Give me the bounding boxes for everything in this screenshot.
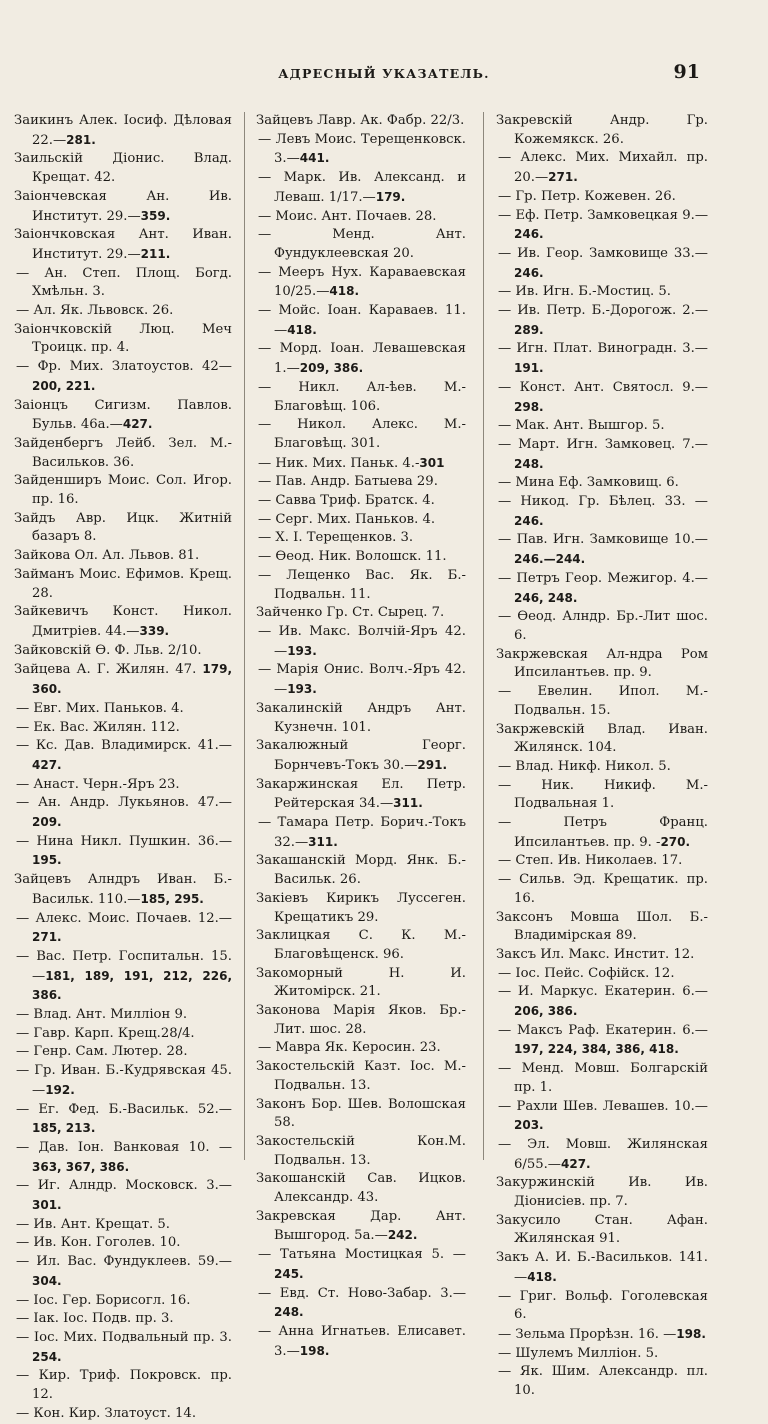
column-divider	[244, 112, 245, 1160]
entry-reference-numbers: 301.	[32, 1198, 62, 1213]
directory-entry	[496, 112, 708, 149]
directory-subentry	[496, 340, 708, 378]
directory-subentry	[256, 1285, 466, 1323]
entry-text: Татьяна Мостицкая 5. —	[279, 1247, 466, 1263]
directory-subentry	[496, 1022, 708, 1060]
directory-subentry	[256, 529, 466, 548]
entry-reference-numbers: 198.	[299, 1343, 330, 1358]
entry-reference-numbers: 246, 248.	[514, 590, 578, 605]
entry-text: Гавр. Карп. Крещ.28/4.	[33, 1025, 195, 1041]
directory-subentry	[256, 454, 466, 474]
directory-subentry	[496, 1345, 708, 1364]
entry-text: Фр. Мих. Златоустов. 42—	[37, 359, 232, 375]
directory-subentry	[14, 1253, 232, 1291]
entry-text: Законова Марiя Яков. Бр.-Лит. шос. 28.	[256, 1003, 466, 1037]
directory-entry	[14, 871, 232, 909]
entry-text: Зайцевъ Алндръ Иван. Б.-Васильк. 110.—	[14, 872, 232, 907]
entry-text: Заiончевская Ан. Ив. Институт. 29.—	[14, 188, 232, 224]
entry-text: Мак. Ант. Вышгор. 5.	[515, 418, 665, 434]
directory-subentry	[14, 1177, 232, 1215]
entry-text: Эл. Мовш. Жилянская 6/55.—	[514, 1136, 708, 1172]
directory-subentry	[496, 436, 708, 474]
entry-text: Мойс. Iоан. Караваев. 11.—	[274, 303, 466, 338]
directory-entry	[14, 397, 232, 435]
entry-text: Закуржинскiй Ив. Ив. Дiонисiев. пр. 7.	[496, 1175, 708, 1210]
directory-subentry	[14, 1062, 232, 1100]
directory-subentry	[14, 1139, 232, 1177]
entry-text: Ан. Степ. Площ. Богд. Хмѣльн. 3.	[32, 265, 232, 300]
entry-text: Законъ Бор. Шев. Волошская 58.	[256, 1096, 466, 1131]
directory-subentry	[256, 661, 466, 699]
directory-entry	[256, 890, 466, 927]
directory-entry	[256, 965, 466, 1002]
entry-reference-numbers: 248.	[514, 456, 544, 471]
entry-reference-numbers: 192.	[45, 1082, 75, 1097]
directory-subentry	[496, 474, 708, 493]
directory-entry	[14, 603, 232, 641]
directory-subentry	[496, 1363, 708, 1400]
directory-subentry	[256, 264, 466, 302]
entry-text: Заильскiй Дiонис. Влад. Крещат. 42.	[14, 151, 232, 186]
entry-text: Мееръ Нух. Караваевская 10/25.—	[274, 264, 466, 300]
directory-entry	[496, 909, 708, 946]
directory-subentry	[496, 283, 708, 302]
entry-text: Ѳеод. Алндр. Бр.-Лит шос. 6.	[514, 609, 709, 643]
entry-text: Закржевскiй Влад. Иван. Жилянск. 104.	[496, 721, 708, 756]
entry-text: Шулемъ Миллiон. 5.	[515, 1345, 659, 1361]
directory-subentry	[14, 794, 232, 832]
directory-entry	[256, 1133, 466, 1170]
entry-text: Морд. Iоан. Левашевская 1.—	[274, 341, 466, 377]
directory-subentry	[14, 719, 232, 738]
entry-text: Iак. Iос. Подв. пр. 3.	[33, 1311, 174, 1327]
entry-text: Ив. Ант. Крещат. 5.	[33, 1216, 170, 1232]
entry-text: Закржевская Ал-ндра Ром Ипсилантьев. пр. 9.	[496, 646, 708, 681]
entry-text: Закревскiй Андр. Гр. Кожемякск. 26.	[496, 113, 708, 147]
entry-reference-numbers: 311.	[393, 796, 423, 811]
entry-text: Закалинскiй Андръ Ант. Кузнечн. 101.	[256, 700, 466, 735]
directory-subentry	[256, 1246, 466, 1284]
entry-reference-numbers: 418.	[329, 284, 359, 299]
directory-entry	[14, 642, 232, 661]
directory-subentry	[496, 608, 708, 645]
entry-reference-numbers: 427.	[561, 1156, 591, 1171]
directory-subentry	[256, 131, 466, 169]
entry-text: Савва Триф. Братск. 4.	[275, 493, 435, 509]
directory-entry	[14, 226, 232, 264]
entry-text: Ил. Вас. Фундуклеев. 59.—	[36, 1254, 232, 1270]
entry-text: Закоморный Н. И. Житомiрск. 21.	[256, 965, 466, 1000]
directory-entry	[14, 472, 232, 509]
entry-text: Менд. Мовш. Болгарскiй пр. 1.	[514, 1061, 708, 1095]
directory-entry	[14, 510, 232, 547]
entry-text: Генр. Сам. Лютер. 28.	[33, 1044, 188, 1060]
directory-subentry	[14, 700, 232, 719]
entry-text: Зайцевъ Лавр. Ак. Фабр. 22/3.	[256, 113, 465, 128]
directory-subentry	[496, 1060, 708, 1097]
entry-reference-numbers: 441.	[299, 151, 330, 166]
entry-text: Моис. Ант. Почаев. 28.	[275, 208, 437, 224]
entry-text: Гр. Иван. Б.-Кудрявская 45.—	[32, 1063, 232, 1098]
directory-subentry	[14, 1006, 232, 1025]
entry-reference-numbers: 248.	[274, 1305, 304, 1320]
directory-subentry	[496, 965, 708, 984]
entry-text: Григ. Вольф. Гоголевская 6.	[514, 1288, 708, 1323]
directory-subentry	[496, 493, 708, 531]
entry-text: Заксъ Ил. Макс. Инстит. 12.	[496, 946, 695, 962]
entry-text: Зайденбергъ Лейб. Зел. М.-Васильков. 36.	[14, 435, 232, 470]
directory-subentry	[496, 1325, 708, 1345]
entry-reference-numbers: 363, 367, 386.	[32, 1159, 130, 1174]
directory-subentry	[496, 777, 708, 814]
directory-subentry	[496, 683, 708, 720]
directory-subentry	[496, 1098, 708, 1136]
entry-reference-numbers: 245.	[274, 1266, 304, 1281]
entry-text: Закалюжный Георг. Борнчевъ-Токъ 30.—	[256, 738, 466, 773]
directory-subentry	[256, 548, 466, 567]
entry-text: Евд. Ст. Ново-Забар. 3.—	[279, 1285, 467, 1301]
entry-text: Iос. Гер. Борисогл. 16.	[33, 1292, 191, 1308]
entry-text: Займанъ Моис. Ефимов. Крещ. 28.	[14, 566, 232, 601]
entry-text: Никол. Алекс. М.-Благовѣщ. 301.	[274, 417, 466, 451]
entry-text: Ив. Игн. Б.-Мостиц. 5.	[515, 284, 671, 300]
entry-reference-numbers: 198.	[676, 1327, 706, 1341]
entry-text: Степ. Ив. Николаев. 17.	[515, 853, 683, 869]
entry-text: Анаст. Черн.-Яръ 23.	[33, 776, 180, 792]
entry-reference-numbers: 197, 224, 384, 386, 418.	[514, 1042, 679, 1057]
entry-text: Заикинъ Алек. Iосиф. Дѣловая 22.—	[14, 113, 232, 148]
directory-subentry	[496, 379, 708, 417]
directory-subentry	[14, 1025, 232, 1044]
entry-text: Март. Игн. Замковец. 7.—	[518, 436, 708, 452]
entry-reference-numbers: 298.	[514, 399, 544, 414]
entry-text: Зайдъ Авр. Ицк. Житнiй базаръ 8.	[14, 510, 232, 545]
entry-text: Кир. Триф. Покровск. пр. 12.	[32, 1368, 232, 1403]
entry-text: Кон. Кир. Златоуст. 14.	[33, 1405, 197, 1421]
entry-text: Закостельскiй Казт. Iос. М.-Подвальн. 13.	[256, 1059, 466, 1093]
entry-reference-numbers: 191.	[514, 361, 544, 376]
directory-subentry	[14, 1292, 232, 1311]
entry-text: Ек. Вас. Жилян. 112.	[33, 719, 180, 735]
entry-text: Зайденширъ Моис. Сол. Игор. пр. 16.	[14, 473, 232, 508]
directory-subentry	[496, 149, 708, 187]
entry-text: Ан. Андр. Лукьянов. 47.—	[38, 795, 232, 811]
entry-reference-numbers: 203.	[514, 1118, 544, 1133]
entry-reference-numbers: 185, 295.	[140, 891, 204, 906]
entry-text: Рахли Шев. Левашев. 10.—	[516, 1098, 708, 1114]
entry-text: Игн. Плат. Виноградн. 3.—	[516, 341, 708, 357]
entry-reference-numbers: 427.	[32, 757, 62, 772]
entry-text: Еф. Петр. Замковецкая 9.—	[515, 207, 709, 223]
directory-subentry	[496, 302, 708, 340]
directory-entry	[496, 946, 708, 965]
entry-text: Анна Игнатьев. Елисавет. 3.—	[274, 1324, 466, 1359]
entry-text: Як. Шим. Александр. пл. 10.	[514, 1364, 708, 1399]
directory-subentry	[256, 623, 466, 661]
entry-text: Ник. Никиф. М.-Подвальная 1.	[514, 777, 708, 812]
entry-text: Мавра Як. Керосин. 23.	[275, 1040, 441, 1056]
directory-subentry	[256, 416, 466, 453]
entry-reference-numbers: 185, 213.	[32, 1121, 96, 1136]
entry-text: И. Маркус. Екатерин. 6.—	[517, 984, 708, 1000]
entry-text: Нина Никл. Пушкин. 36.—	[36, 833, 233, 849]
entry-reference-numbers: 246.	[514, 513, 544, 528]
directory-entry	[256, 776, 466, 814]
entry-text: Iос. Мих. Подвальный пр. 3.	[33, 1330, 232, 1345]
entry-text: Заксонъ Мовша Шол. Б.-Владимiрская 89.	[496, 909, 708, 944]
directory-entry	[256, 112, 466, 131]
entry-text: Влад. Ант. Миллiон 9.	[33, 1007, 188, 1023]
directory-subentry	[256, 379, 466, 416]
entry-text: Петръ Геор. Межигор. 4.—	[516, 570, 708, 586]
directory-entry	[496, 646, 708, 683]
entry-text: Заiонцъ Сигизм. Павлов. Бульв. 46а.—	[14, 397, 232, 433]
entry-text: Влад. Никф. Никол. 5.	[515, 758, 671, 774]
entry-text: Конст. Ант. Святосл. 9.—	[519, 379, 708, 395]
entry-text: Ал. Як. Львовск. 26.	[33, 303, 174, 319]
entry-text: Заклицкая С. К. М.-Благовѣщенск. 96.	[256, 928, 466, 962]
entry-text: Ег. Фед. Б.-Васильк. 52.—	[38, 1101, 232, 1117]
directory-subentry	[14, 1329, 232, 1367]
directory-subentry	[14, 302, 232, 321]
entry-text: Ник. Мих. Паньк. 4.-	[275, 455, 420, 471]
directory-entry	[14, 547, 232, 566]
page-number: 91	[673, 61, 700, 83]
directory-subentry	[496, 1136, 708, 1174]
entry-reference-numbers: 291.	[417, 757, 447, 772]
entry-text: Мина Еф. Замковищ. 6.	[515, 475, 679, 491]
entry-reference-numbers: 301	[419, 455, 445, 470]
entry-reference-numbers: 418.	[287, 322, 317, 337]
directory-subentry	[256, 340, 466, 378]
directory-subentry	[14, 1101, 232, 1139]
entry-text: Х. I. Терещенков. 3.	[275, 530, 414, 546]
directory-entry	[14, 150, 232, 187]
directory-entry	[14, 188, 232, 226]
entry-reference-numbers: 206, 386.	[514, 1004, 578, 1019]
entry-text: Максъ Раф. Екатерин. 6.—	[517, 1022, 708, 1038]
directory-entry	[256, 927, 466, 964]
entry-reference-numbers: 427.	[122, 417, 153, 432]
entry-text: Зайцева А. Г. Жилян. 47.	[14, 662, 203, 678]
directory-entry	[256, 700, 466, 737]
entry-reference-numbers: 254.	[32, 1349, 62, 1364]
page-title: АДРЕСНЫЙ УКАЗАТЕЛЬ.	[278, 66, 490, 81]
directory-subentry	[496, 570, 708, 608]
entry-text: Алекс. Моис. Почаев. 12.—	[35, 910, 232, 926]
entry-text: Сильв. Эд. Крещатик. пр. 16.	[514, 872, 708, 906]
entry-text: Ив. Макс. Волчiй-Яръ 42.—	[274, 623, 466, 659]
directory-subentry	[496, 188, 708, 207]
page-header	[0, 61, 768, 86]
entry-text: Зельма Прорѣзн. 16. —	[515, 1327, 677, 1342]
directory-subentry	[14, 265, 232, 302]
directory-subentry	[256, 511, 466, 530]
entry-text: Петръ Франц. Ипсилантьев. пр. 9. -	[514, 815, 708, 850]
entry-text: Кс. Дав. Владимирск. 41.—	[35, 738, 232, 754]
directory-entry	[256, 852, 466, 889]
directory-subentry	[14, 910, 232, 948]
directory-subentry	[256, 226, 466, 263]
directory-subentry	[496, 758, 708, 777]
entry-text: Ив. Кон. Гоголев. 10.	[33, 1235, 181, 1251]
entry-text: Закошанскiй Сав. Ицков. Александр. 43.	[256, 1171, 466, 1206]
entry-text: Лещенко Вас. Як. Б.-Подвальн. 11.	[274, 567, 466, 602]
directory-subentry	[14, 1367, 232, 1404]
entry-text: Заiончковскiй Люц. Меч Троицк. пр. 4.	[14, 321, 232, 356]
directory-entry	[256, 1002, 466, 1039]
directory-entry	[256, 1058, 466, 1095]
directory-subentry	[14, 1310, 232, 1329]
directory-subentry	[256, 1039, 466, 1058]
entry-reference-numbers: 195.	[32, 853, 62, 868]
directory-entry	[256, 1208, 466, 1246]
directory-entry	[496, 1249, 708, 1287]
entry-reference-numbers: 211.	[140, 246, 171, 261]
column-1	[14, 112, 233, 1421]
entry-text: Ив. Геор. Замковище 33.—	[517, 245, 708, 261]
entry-text: Iос. Пейс. Софiйск. 12.	[515, 965, 675, 981]
directory-subentry	[496, 871, 708, 908]
directory-subentry	[256, 492, 466, 511]
entry-text: Пав. Игн. Замковище 10.—	[516, 532, 708, 548]
entry-reference-numbers: 242.	[387, 1228, 418, 1243]
entry-reference-numbers: 246.	[514, 265, 544, 280]
entry-reference-numbers: 181, 189, 191, 212, 226, 386.	[32, 968, 232, 1003]
directory-entry	[256, 604, 466, 623]
directory-subentry	[14, 358, 232, 396]
directory-subentry	[256, 473, 466, 492]
entry-reference-numbers: 193.	[287, 682, 317, 697]
directory-entry	[496, 1174, 708, 1211]
entry-text: Тамара Петр. Борич.-Токъ 32.—	[274, 815, 466, 850]
entry-reference-numbers: 271.	[548, 170, 578, 185]
directory-subentry	[496, 245, 708, 283]
entry-reference-numbers: 304.	[32, 1273, 62, 1288]
entry-text: Закаржинская Ел. Петр. Рейтерская 34.—	[256, 776, 466, 812]
directory-subentry	[496, 417, 708, 436]
entry-text: Евг. Мих. Паньков. 4.	[33, 700, 184, 716]
entry-text: Зайкова Ол. Ал. Львов. 81.	[14, 548, 200, 564]
directory-subentry	[14, 776, 232, 795]
directory-subentry	[14, 1234, 232, 1253]
entry-reference-numbers: 200, 221.	[32, 378, 96, 393]
entry-text: Марiя Онис. Волч.-Яръ 42.—	[274, 662, 466, 698]
directory-entry	[256, 737, 466, 775]
entry-text: Никод. Гр. Бѣлец. 33. —	[520, 494, 708, 510]
entry-reference-numbers: 359.	[140, 208, 171, 223]
entry-text: Серг. Мих. Паньков. 4.	[275, 511, 436, 527]
directory-subentry	[496, 207, 708, 245]
column-divider	[483, 112, 484, 1160]
entry-text: Дав. Iон. Ванковая 10. —	[38, 1139, 233, 1155]
entry-reference-numbers: 271.	[32, 930, 62, 945]
directory-entry	[14, 660, 232, 699]
directory-subentry	[256, 567, 466, 604]
directory-subentry	[14, 833, 232, 871]
entry-reference-numbers: 179, 360.	[32, 662, 232, 697]
directory-entry	[256, 1096, 466, 1133]
entry-text: Ѳеод. Ник. Волошск. 11.	[275, 549, 447, 565]
entry-reference-numbers: 281.	[66, 132, 96, 147]
entry-reference-numbers: 311.	[308, 834, 338, 849]
column-2	[256, 112, 467, 1359]
directory-entry	[256, 1170, 466, 1207]
entry-reference-numbers: 418.	[527, 1269, 557, 1284]
column-3	[496, 112, 709, 1399]
entry-text: Заiончковская Ант. Иван. Институт. 29.—	[14, 227, 232, 262]
entry-text: Зайкевичъ Конст. Никол. Дмитрiев. 44.—	[14, 604, 232, 639]
entry-text: Закревская Дар. Ант. Вышгород. 5а.—	[256, 1208, 466, 1244]
directory-subentry	[14, 1216, 232, 1235]
entry-text: Закъ А. И. Б.-Васильков. 141.—	[496, 1250, 708, 1285]
entry-text: Иг. Алндр. Московск. 3.—	[37, 1178, 232, 1194]
entry-reference-numbers: 246.	[514, 227, 544, 242]
directory-entry	[14, 321, 232, 358]
entry-reference-numbers: 270.	[660, 834, 691, 849]
directory-subentry	[256, 208, 466, 227]
entry-reference-numbers: 193.	[287, 643, 317, 658]
directory-entry	[14, 435, 232, 472]
directory-entry	[496, 1212, 708, 1249]
directory-entry	[14, 112, 232, 150]
entry-reference-numbers: 179.	[375, 189, 406, 204]
directory-subentry	[256, 302, 466, 340]
entry-text: Никл. Ал-ѣев. М.-Благовѣщ. 106.	[274, 379, 466, 414]
entry-text: Левъ Моис. Терещенковск. 3.—	[274, 131, 466, 167]
entry-reference-numbers: 209.	[32, 815, 62, 830]
entry-text: Алекс. Мих. Михайл. пр. 20.—	[514, 150, 708, 186]
entry-text: Закiевъ Кирикъ Луссеген. Крещатикъ 29.	[256, 890, 466, 925]
entry-text: Зайченко Гр. Ст. Сырец. 7.	[256, 605, 445, 621]
entry-text: Марк. Ив. Александ. и Леваш. 1/17.—	[274, 170, 466, 205]
directory-subentry	[496, 814, 708, 852]
directory-subentry	[496, 983, 708, 1021]
entry-text: Евелин. Ипол. М.-Подвальн. 15.	[514, 684, 708, 718]
entry-text: Зайковскiй Ѳ. Ф. Льв. 2/10.	[14, 642, 202, 658]
entry-reference-numbers: 209, 386.	[299, 361, 364, 376]
entry-text: Закашанскiй Морд. Янк. Б.-Васильк. 26.	[256, 853, 466, 888]
directory-subentry	[14, 737, 232, 775]
directory-subentry	[14, 948, 232, 1006]
entry-text: Пав. Андр. Батыева 29.	[275, 474, 438, 490]
entry-text: Гр. Петр. Кожевен. 26.	[515, 188, 676, 204]
entry-text: Закостельскiй Кон.М. Подвальн. 13.	[256, 1133, 466, 1168]
directory-subentry	[256, 814, 466, 852]
entry-text: Ив. Петр. Б.-Дорогож. 2.—	[517, 303, 709, 319]
entry-reference-numbers: 339.	[139, 623, 170, 638]
directory-subentry	[496, 852, 708, 871]
directory-subentry	[496, 1288, 708, 1325]
directory-entry	[496, 721, 708, 758]
directory-subentry	[14, 1043, 232, 1062]
entry-reference-numbers: 246.—244.	[514, 552, 586, 567]
entry-reference-numbers: 289.	[514, 322, 544, 337]
directory-subentry	[256, 1323, 466, 1361]
entry-text: Закусило Стан. Афан. Жилянская 91.	[496, 1212, 708, 1247]
directory-subentry	[496, 531, 708, 569]
directory-subentry	[256, 169, 466, 207]
directory-entry	[14, 566, 232, 603]
directory-subentry	[14, 1405, 232, 1424]
entry-text: Вас. Петр. Госпитальн. 15.—	[32, 948, 232, 984]
entry-text: Менд. Ант. Фундуклеевская 20.	[274, 227, 466, 261]
